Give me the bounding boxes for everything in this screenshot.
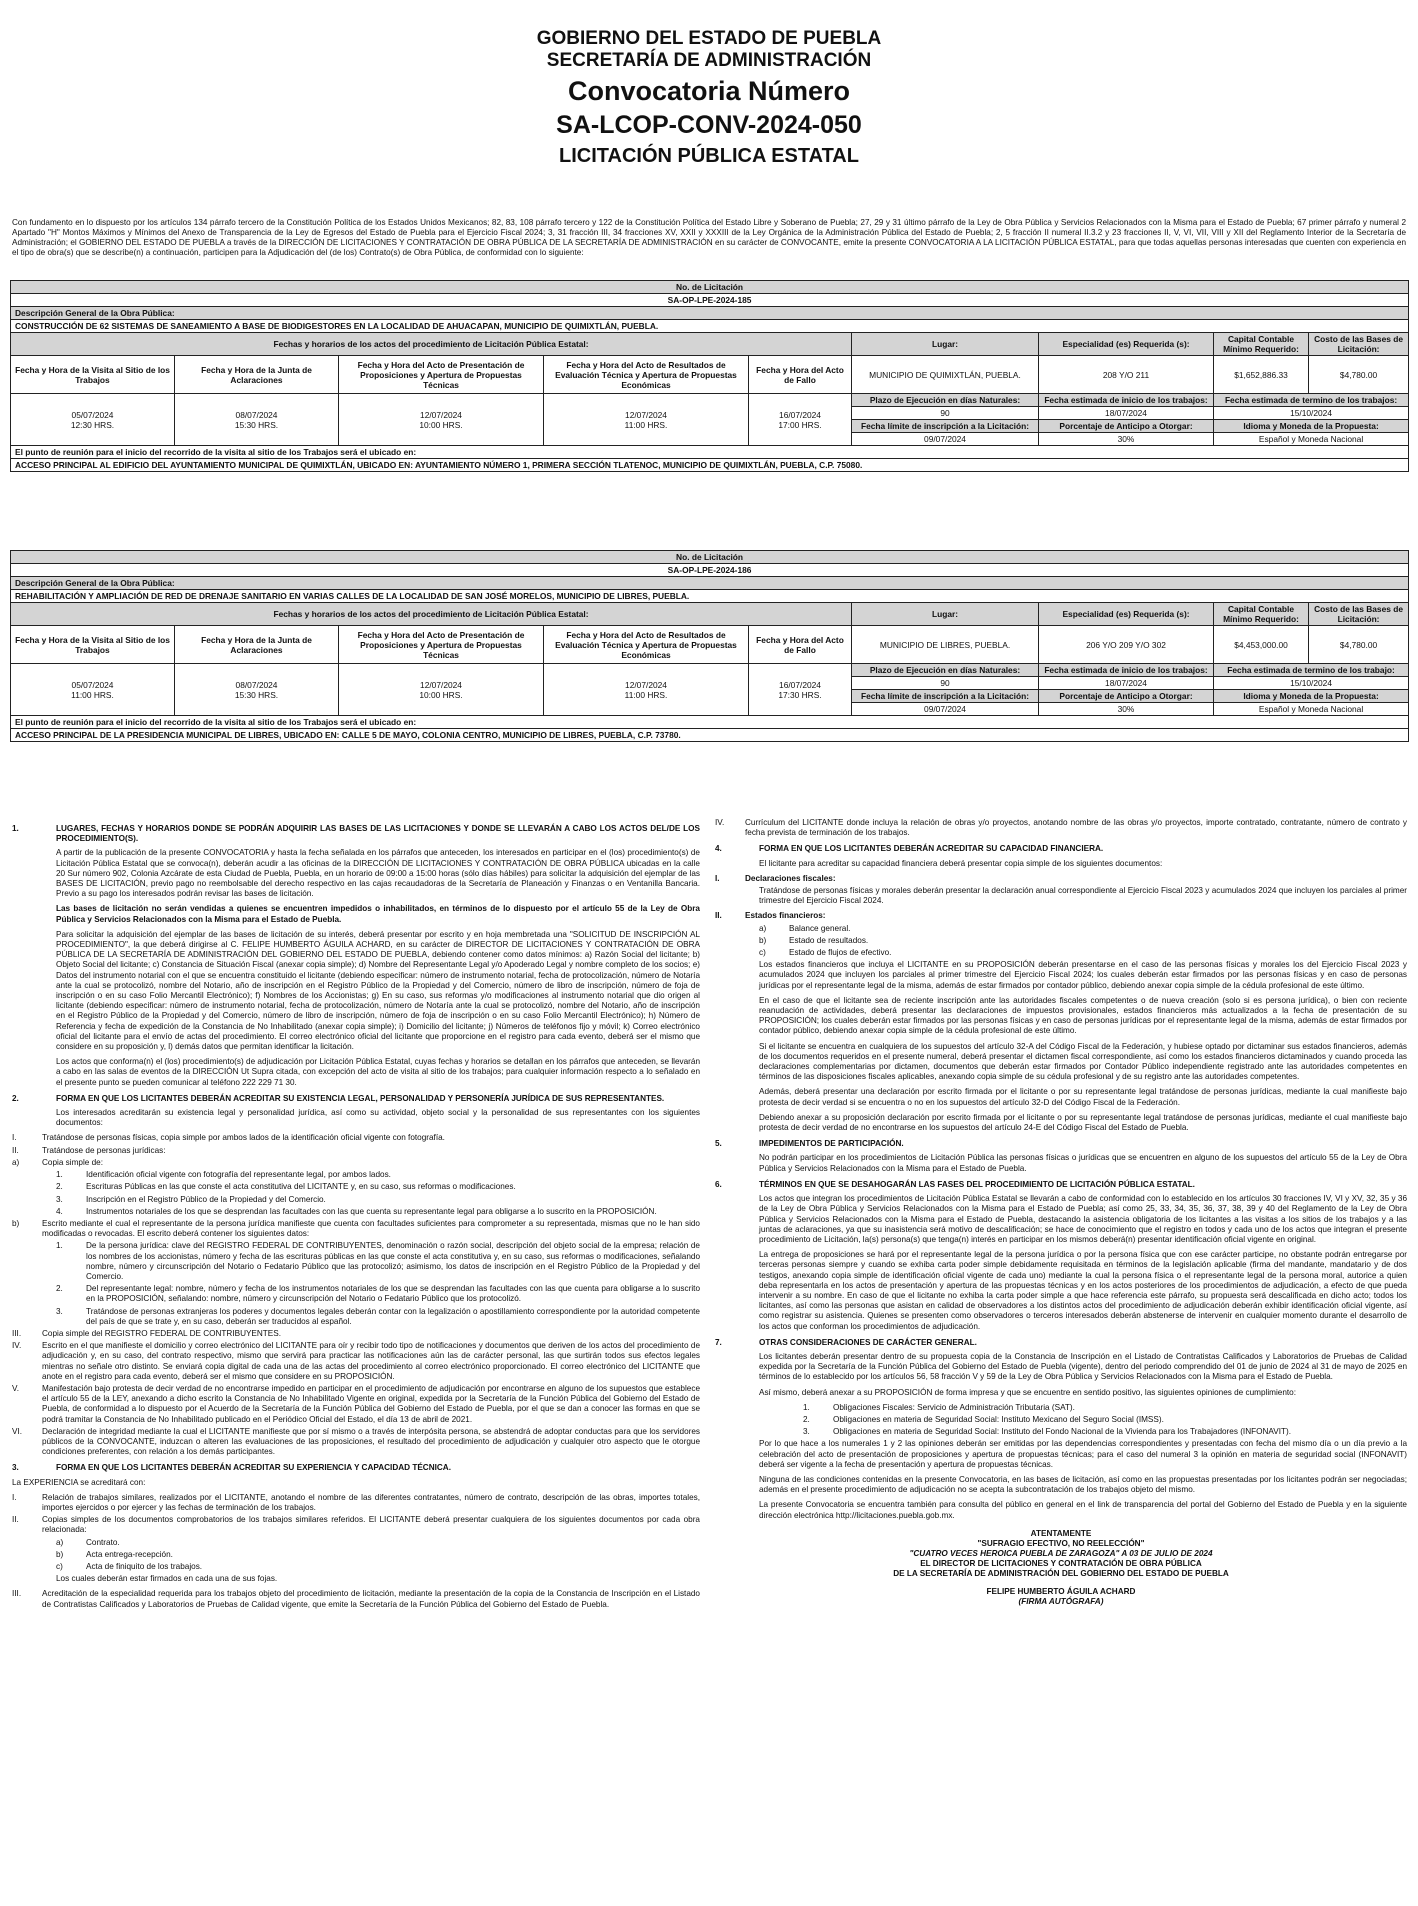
- s7-item: Obligaciones en materia de Seguridad Social: Instituto Mexicano del Seguro Social (IMSS).: [833, 1414, 1164, 1424]
- right-column: IV. Currículum del LICITANTE donde incluya la relación de obras y/o proyectos, anotando nombre de las obras y/o proyectos, importe contratado, contratante, número de contrato y fecha prevista de terminación de los trabajos. 4. FORMA EN QUE LOS LICITANTES DEBERÁN ACREDITAR SU CAPACIDAD FINANCIERA. El licitante para acreditar su capacidad financiera deberá presentar copia simple de los siguientes documentos: I. Declaraciones fiscales: Tratándose de personas físicas y morales deberán presentar la declaración anual correspondiente al Ejercicio Fiscal 2023 y acumulados 2024 que incluyen los parciales al primer trimestre del Ejercicio Fiscal 2024. II. Estados financieros: a) Balance general. b) Estado de resultados. c) Estado de flujos de efectivo. Los estados financieros que incluya el LICITANTE en su PROPOSICIÓN deberán presentarse en el caso de las personas físicas y morales los del Ejercicio Fiscal 2023 y acumulados 2024 que incluyen los parciales al primer trimestre del Ejercicio Fiscal 2024; los cuales deberán estar firmados por las personas físicas y en caso de personas jurídicas por el representante legal de la misma, además de estar firmados por contador público, debiendo anexar copia simple de la cédula profesional de este último. En el caso de que el licitante sea de reciente inscripción ante las autoridades fiscales competentes o de nueva creación (solo si es persona jurídica), o bien con reciente reanudación de actividades, deberá presentar las declaraciones de impuestos provisionales, estados financieros más actualizados a la fecha de presentación de su PROPOSICIÓN; los cuales deberán estar firmados por las personas físicas y en caso de personas jurídicas por el representante legal de la misma, además de estar firmados por contador público, debiendo anexar copia simple de la cédula profesional de este último. Si el licitante se encuentra en cualquiera de los supuestos del artículo 32-A del Código Fiscal de la Federación, y hubiese optado por dictaminar sus estados financieros, además de los documentos requeridos en el presente numeral, deberá presentar el dictamen fiscal correspondiente, así como los estados financieros dictaminados y cuando proceda las declaraciones complementarias por dictamen, documentos que deberán estar firmados por Contador Público independiente registrado ante las autoridades competentes en términos de las disposiciones fiscales aplicables, anexando copia simple de su cédula profesional y de su registro ante las autoridades competentes. Además, deberá presentar una declaración por escrito firmada por el licitante o por su representante legal tratándose de personas jurídicas, mediante la cual manifieste bajo protesta de decir verdad si se encuentra o no en los supuestos del artículo 32-D del Código Fiscal de la Federación. Debiendo anexar a su proposición declaración por escrito firmada por el licitante o por su representante legal tratándose de personas jurídicas, mediante el cual manifieste bajo protesta de decir verdad de no encontrarse en los supuestos del artículo 24-E del Código Fiscal del Estado de Puebla. 5. IMPEDIMENTOS DE PARTICIPACIÓN. No podrán participar en los procedimientos de Licitación Pública las personas físicas o jurídicas que se encuentren en alguno de los supuestos del artículo 55 de la Ley de Obra Pública y Servicios Relacionados con la Misma para el Estado de Puebla. 6. TÉRMINOS EN QUE SE DESAHOGARÁN LAS FASES DEL PROCEDIMIENTO DE LICITACIÓN PÚBLICA ESTATAL. Los actos que integran los procedimientos de Licitación Pública Estatal se llevarán a cabo de conformidad con lo establecido en los artículos 30 fracciones IV, VI y XV, 32, 35 y 36 de la Ley de Obra Pública y Servicios Relacionados con la Misma para el Estado de Puebla; así como 25, 33, 34, 35, 36, 37, 38, 39 y 40 del Reglamento de la Ley de Obra Pública y Servicios Relacionados con la Misma para el Estado de Puebla, destacando la asistencia obligatoria de los licitantes a las visitas a los sitios de los trabajos y a las juntas de aclaraciones, ya que su inasistencia será motivo de descalificación; se hace de conocimiento que el registro en todos y cada uno de los actos que integran el presente procedimiento de Licitación, la(s) persona(s) que tenga(n) interés en participar en los mismos deberá(n) presentar identificación oficial vigente en original. La entrega de proposiciones se hará por el representante legal de la persona jurídica o por la persona física que con ese carácter participe, no obstante podrán entregarse por terceras personas siempre y cuando se exhiba carta poder simple debidamente requisitada en términos de la legislación aplicable (firma del mandante, mandatario y de dos testigos, anexando copia simple de identificación oficial vigente de cada uno) mediante la cual la persona física o el representante legal de la persona moral, autorice a quien deba representarla en los actos de presentación y apertura de las propuestas técnicas y en los actos posteriores de los procedimientos de adjudicación, a efecto de que pueda intervenir a su nombre. En caso de que el licitante no exhiba la carta poder simple a que hace referencia este párrafo, su propuesta será descalificada en dicho acto; todos los licitantes, así como las personas que asistan en calidad de observadores a los distintos actos del procedimiento de adjudicación deberán exhibir identificación oficial vigente, así como registrar su asistencia. Quienes se presenten como observadores o terceros interesados deberán abstenerse de intervenir en cualquier momento durante el desarrollo de los actos que conforman los procedimientos de adjudicación. 7. OTRAS CONSIDERACIONES DE CARÁCTER GENERAL. Los licitantes deberán presentar dentro de su propuesta copia de la Constancia de Inscripción en el Listado de Contratistas Calificados y Laboratorios de Pruebas de Calidad expedida por la Secretaría de la Función Pública del Gobierno del Estado de Puebla (vigente), dentro del periodo comprendido del 01 de junio de 2024 al 31 de mayo de 2025 en términos de lo establecido por los artículos 56, 58 fracción V y 59 de la Ley de Obra Pública y Servicios Relacionados con la Misma para el Estado de Puebla. Así mismo, deberá anexar a su PROPOSICIÓN de forma impresa y que se encuentre en sentido positivo, las siguientes opiniones de cumplimiento: 1. Obligaciones Fiscales: Servicio de Administración Tributaria (SAT). 2. Obligaciones en materia de Seguridad Social: Instituto Mexicano del Seguro Social (IMSS). 3. Obligaciones en materia de Seguridad Social: Instituto del Fondo Nacional de la Vivienda para los Trabajadores (INFONAVIT). Por lo que hace a los numerales 1 y 2 las opiniones deberán ser emitidas por las dependencias correspondientes y presentadas con fecha del mismo día o un día previo a la celebración del acto de presentación de proposiciones y apertura de propuestas técnicas; para el caso del numeral 3 la opinión en materia de seguridad social (INFONAVIT) deberá ser vigente a la fecha de presentación y apertura de propuestas técnicas. Ninguna de las condiciones contenidas en la presente Convocatoria, en las bases de licitación, así como en las propuestas presentadas por los licitantes podrán ser negociadas; además en el presente procedimiento de adjudicación no se acepta la subcontratación de los trabajos objeto del mismo. La presente Convocatoria se encuentra también para consulta del público en general en el link de transparencia del portal del Gobierno del Estado de Puebla y en la siguiente dirección electrónica http://licitaciones.puebla.gob.mx. ATENTAMENTE "SUFRAGIO EFECTIVO, NO REELECCIÓN" "CUATRO VECES HEROICA PUEBLA DE ZARAGOZA" A 03 DE JULIO DE 2024 EL DIRECTOR DE LICITACIONES Y CONTRATACIÓN DE OBRA PÚBLICA DE LA SECRETARÍA DE ADMINISTRACIÓN DEL GOBIERNO DEL ESTADO DE PUEBLA FELIPE HUMBERTO ÁGUILA ACHARD (FIRMA AUTÓGRAFA): [715, 818, 1407, 1606]
- s2-item: Escrito mediante el cual el representante de la persona jurídica manifieste que cuenta con facultades suficientes para comprometer a su representada, mismas que no le han sido modificadas o revocadas. El escrito deberá contener los siguientes datos:: [42, 1218, 700, 1239]
- s3-paragraph: La EXPERIENCIA se acreditará con:: [12, 1477, 146, 1487]
- descripcion-value: CONSTRUCCIÓN DE 62 SISTEMAS DE SANEAMIENTO A BASE DE BIODIGESTORES EN LA LOCALIDAD DE AHUACAPAN, MUNICIPIO DE QUIMIXTLÁN, PUEBLA.: [11, 320, 1409, 333]
- capital-label: Capital Contable Mínimo Requerido:: [1214, 333, 1309, 356]
- termino-label: Fecha estimada de termino de los trabajos:: [1214, 394, 1409, 407]
- document-header: [0, 28, 1418, 168]
- s2-item: Escrito en el que manifieste el domicilio y correo electrónico del LICITANTE para oír y recibir todo tipo de notificaciones y documentos que deriven de los actos del procedimiento de adjudicación y, en su caso, del contrato respectivo, mismo que servirá para practicar las notificaciones aún las de carácter personal, las que surtirán todos sus efectos legales mientras no señale otro distinto. Se enviará copia digital de cada una de las actas del procedimiento al correo electrónico proporcionado. El correo electrónico del LICITANTE que anote en el registro para cada evento, deberá ser el mismo que considere en su PROPOSICIÓN.: [42, 1341, 700, 1381]
- junta-label: Fecha y Hora de la Junta de Aclaraciones: [175, 356, 339, 394]
- s3-item: Acreditación de la especialidad requerida para los trabajos objeto del procedimiento de licitación, mediante la presentación de la copia de la Constancia de Inscripción en el Listado de Contratistas Calificados y Laboratorios de Pruebas de Calidad vigente, que emite la Secretaría de la Función Pública del Gobierno del Estado de Puebla.: [42, 1589, 700, 1609]
- idioma-value: Español y Moneda Nacional: [1214, 433, 1409, 446]
- s3-item: Currículum del LICITANTE donde incluya la relación de obras y/o proyectos, anotando nombre de las obras y/o proyectos, importe contratado, contratante, número de contrato y fecha prevista de terminación de los trabajos.: [745, 818, 1407, 838]
- sign-line: "CUATRO VECES HEROICA PUEBLA DE ZARAGOZA" A 03 DE JULIO DE 2024: [909, 1548, 1213, 1558]
- plazo-label: Plazo de Ejecución en días Naturales:: [852, 664, 1039, 677]
- sign-line: ATENTAMENTE: [1030, 1528, 1092, 1538]
- lugar-label: Lugar:: [852, 603, 1039, 626]
- s2-item: Tratándose de personas jurídicas:: [42, 1145, 166, 1155]
- especialidad-value: 206 Y/O 209 Y/O 302: [1039, 626, 1214, 664]
- inicio-label: Fecha estimada de inicio de los trabajos:: [1039, 664, 1214, 677]
- s2-subitem: Tratándose de personas extranjeras los poderes y documentos legales deberán contar con la legalización o apostillamiento correspondiente por la autoridad competente del país de que se trate y, en su caso, deberán ser traducidos al español.: [86, 1306, 700, 1326]
- capital-value: $1,652,886.33: [1214, 356, 1309, 394]
- s4-paragraph: Si el licitante se encuentra en cualquiera de los supuestos del artículo 32-A del Código Fiscal de la Federación, y hubiese optado por dictaminar sus estados financieros, además de los documentos requeridos en el presente numeral, deberá presentar el dictamen fiscal correspondiente, así como los estados financieros dictaminados y cuando proceda las declaraciones complementarias por dictamen, documentos que deberán estar firmados por Contador Público independiente registrado ante las autoridades competentes en términos de las disposiciones fiscales aplicables, anexando copia simple de su cédula profesional y de su registro ante las autoridades competentes.: [759, 1041, 1407, 1082]
- s3-item: Relación de trabajos similares, realizados por el LICITANTE, anotando el nombre de las diferentes contratantes, número de contrato, descripción de las obras, importes totales, importes ejercidos o por ejercer y las fechas de terminación de los trabajos.: [42, 1492, 700, 1512]
- signer-name: FELIPE HUMBERTO ÁGUILA ACHARD: [986, 1586, 1136, 1596]
- header-number: SA-LCOP-CONV-2024-050: [556, 110, 862, 139]
- s4-item: Declaraciones fiscales:: [745, 873, 836, 883]
- limite-label: Fecha límite de inscripción a la Licitación:: [852, 420, 1039, 433]
- s3-paragraph: Los cuales deberán estar firmados en cada una de sus fojas.: [56, 1574, 278, 1584]
- fallo-value: 16/07/2024 17:00 HRS.: [749, 394, 852, 446]
- lugar-value: MUNICIPIO DE LIBRES, PUEBLA.: [852, 626, 1039, 664]
- s2-item: Copia simple de:: [42, 1157, 103, 1167]
- anticipo-label: Porcentaje de Anticipo a Otorgar:: [1039, 690, 1214, 703]
- idioma-value: Español y Moneda Nacional: [1214, 703, 1409, 716]
- especialidad-value: 208 Y/O 211: [1039, 356, 1214, 394]
- s2-subitem: Del representante legal: nombre, número y fecha de los instrumentos notariales de los que se desprendan las facultades con las que cuenta para obligarse a lo suscrito en la PROPOSICIÓN, señalando: nombre, número y circunscripción del Notario o Fedatario Público que los protocolizó.: [86, 1284, 700, 1304]
- fallo-label: Fecha y Hora del Acto de Fallo: [749, 356, 852, 394]
- reunion-label: El punto de reunión para el inicio del recorrido de la visita al sitio de los Trabajos será el ubicado en:: [11, 716, 1409, 729]
- sign-line: "SUFRAGIO EFECTIVO, NO REELECCIÓN": [977, 1538, 1145, 1548]
- termino-value: 15/10/2024: [1214, 677, 1409, 690]
- anticipo-label: Porcentaje de Anticipo a Otorgar:: [1039, 420, 1214, 433]
- fallo-label: Fecha y Hora del Acto de Fallo: [749, 626, 852, 664]
- costo-value: $4,780.00: [1309, 626, 1409, 664]
- idioma-label: Idioma y Moneda de la Propuesta:: [1214, 420, 1409, 433]
- s3-subitem: Acta entrega-recepción.: [86, 1549, 173, 1559]
- junta-value: 08/07/2024 15:30 HRS.: [175, 664, 339, 716]
- s7-paragraph: Los licitantes deberán presentar dentro de su propuesta copia de la Constancia de Inscripción en el Listado de Contratistas Calificados y Laboratorios de Pruebas de Calidad expedida por la Secretaría de la Función Pública del Gobierno del Estado de Puebla (vigente), dentro del periodo comprendido del 01 de junio de 2024 al 31 de mayo de 2025 en términos de lo establecido por los artículos 56, 58 fracción V y 59 de la Ley de Obra Pública y Servicios Relacionados con la Misma para el Estado de Puebla.: [759, 1351, 1407, 1382]
- section-5-title: 5. IMPEDIMENTOS DE PARTICIPACIÓN.: [715, 1139, 904, 1149]
- costo-label: Costo de las Bases de Licitación:: [1309, 603, 1409, 626]
- junta-value: 08/07/2024 15:30 HRS.: [175, 394, 339, 446]
- plazo-value: 90: [852, 677, 1039, 690]
- termino-label: Fecha estimada de termino de los trabajo:: [1214, 664, 1409, 677]
- apertura-value: 12/07/2024 10:00 HRS.: [339, 394, 544, 446]
- inicio-value: 18/07/2024: [1039, 677, 1214, 690]
- plazo-value: 90: [852, 407, 1039, 420]
- lugar-value: MUNICIPIO DE QUIMIXTLÁN, PUEBLA.: [852, 356, 1039, 394]
- limite-value: 09/07/2024: [852, 703, 1039, 716]
- resultados-label: Fecha y Hora del Acto de Resultados de Evaluación Técnica y Apertura de Propuestas Económicas: [544, 356, 749, 394]
- header-secretariat: SECRETARÍA DE ADMINISTRACIÓN: [546, 49, 872, 71]
- licitacion-table: [10, 550, 1409, 742]
- s7-paragraph: Ninguna de las condiciones contenidas en la presente Convocatoria, en las bases de licitación, así como en las propuestas presentadas por los licitantes podrán ser negociadas; además en el presente procedimiento de adjudicación no se acepta la subcontratación de los trabajos objeto del mismo.: [759, 1474, 1407, 1495]
- header-convocatoria: Convocatoria Número: [567, 75, 851, 106]
- visita-label: Fecha y Hora de la Visita al Sitio de los Trabajos: [11, 356, 175, 394]
- no-licitacion-value: SA-OP-LPE-2024-186: [11, 564, 1409, 577]
- section-6-title: 6. TÉRMINOS EN QUE SE DESAHOGARÁN LAS FASES DEL PROCEDIMIENTO DE LICITACIÓN PÚBLICA ESTATAL.: [715, 1179, 1195, 1189]
- capital-label: Capital Contable Mínimo Requerido:: [1214, 603, 1309, 626]
- s6-paragraph: Los actos que integran los procedimientos de Licitación Pública Estatal se llevarán a cabo de conformidad con lo establecido en los artículos 30 fracciones IV, VI y XV, 32, 35 y 36 de la Ley de Obra Pública y Servicios Relacionados con la Misma para el Estado de Puebla; así como 25, 33, 34, 35, 36, 37, 38, 39 y 40 del Reglamento de la Ley de Obra Pública y Servicios Relacionados con la Misma para el Estado de Puebla, destacando la asistencia obligatoria de los licitantes a las visitas a los sitios de los trabajos y a las juntas de aclaraciones, ya que su inasistencia será motivo de descalificación; se hace de conocimiento que el registro en todos y cada uno de los actos que integran el presente procedimiento de Licitación, la(s) persona(s) que tenga(n) interés en participar en los mismos deberá(n) presentar identificación oficial vigente en original.: [759, 1194, 1407, 1244]
- descripcion-label: Descripción General de la Obra Pública:: [11, 577, 1409, 590]
- s4-paragraph: Debiendo anexar a su proposición declaración por escrito firmada por el licitante o por su representante legal tratándose de personas jurídicas, mediante el cual manifieste bajo protesta de decir verdad de no encontrarse en los supuestos del artículo 24-E del Código Fiscal del Estado de Puebla.: [759, 1112, 1407, 1133]
- s7-paragraph: Así mismo, deberá anexar a su PROPOSICIÓN de forma impresa y que se encuentre en sentido positivo, las siguientes opiniones de cumplimiento:: [759, 1387, 1297, 1397]
- s4-subitem: Balance general.: [789, 923, 851, 933]
- limite-label: Fecha límite de inscripción a la Licitación:: [852, 690, 1039, 703]
- costo-value: $4,780.00: [1309, 356, 1409, 394]
- signer-note: (FIRMA AUTÓGRAFA): [1018, 1596, 1104, 1606]
- descripcion-label: Descripción General de la Obra Pública:: [11, 307, 1409, 320]
- especialidad-label: Especialidad (es) Requerida (s):: [1039, 333, 1214, 356]
- s7-paragraph: La presente Convocatoria se encuentra también para consulta del público en general en el link de transparencia del portal del Gobierno del Estado de Puebla y en la siguiente dirección electrónica http://licitaciones.puebla.gob.mx.: [759, 1500, 1407, 1520]
- s2-subitem: Instrumentos notariales de los que se desprendan las facultades con las que cuenta su representante legal para obligarse a lo suscrito en la PROPOSICIÓN.: [86, 1206, 657, 1216]
- s3-subitem: Acta de finiquito de los trabajos.: [86, 1562, 203, 1571]
- capital-value: $4,453,000.00: [1214, 626, 1309, 664]
- s4-subitem: Estado de flujos de efectivo.: [789, 948, 892, 958]
- s2-item: Tratándose de personas físicas, copia simple por ambos lados de la identificación oficial vigente con fotografía.: [42, 1133, 445, 1143]
- resultados-value: 12/07/2024 11:00 HRS.: [544, 394, 749, 446]
- licitacion-table: [10, 280, 1409, 472]
- reunion-label: El punto de reunión para el inicio del recorrido de la visita al sitio de los Trabajos será el ubicado en:: [11, 446, 1409, 459]
- s1-paragraph: Las bases de licitación no serán vendidas a quienes se encuentren impedidos o inhabilitados, en términos de lo dispuesto por el artículo 55 de la Ley de Obra Pública y Servicios Relacionados con la Misma para el Estado de Puebla.: [56, 904, 700, 924]
- visita-value: 05/07/2024 11:00 HRS.: [11, 664, 175, 716]
- sign-line: DE LA SECRETARÍA DE ADMINISTRACIÓN DEL GOBIERNO DEL ESTADO DE PUEBLA: [893, 1568, 1229, 1578]
- anticipo-value: 30%: [1039, 433, 1214, 446]
- reunion-value: ACCESO PRINCIPAL DE LA PRESIDENCIA MUNICIPAL DE LIBRES, UBICADO EN: CALLE 5 DE MAYO, COLONIA CENTRO, MUNICIPIO DE LIBRES, PUEBLA, C.P. 73780.: [11, 729, 1409, 742]
- costo-label: Costo de las Bases de Licitación:: [1309, 333, 1409, 356]
- s7-item: Obligaciones Fiscales: Servicio de Administración Tributaria (SAT).: [833, 1402, 1075, 1412]
- section-7-title: 7. OTRAS CONSIDERACIONES DE CARÁCTER GENERAL.: [715, 1337, 977, 1347]
- s4-paragraph: Los estados financieros que incluya el LICITANTE en su PROPOSICIÓN deberán presentarse en el caso de las personas físicas y morales los del Ejercicio Fiscal 2023 y acumulados 2024 que incluyen los parciales al primer trimestre del Ejercicio Fiscal 2024; los cuales deberán estar firmados por las personas físicas y en caso de personas jurídicas por el representante legal de la misma, además de estar firmados por contador público, debiendo anexar copia simple de la cédula profesional de este último.: [759, 960, 1407, 990]
- fechas-label: Fechas y horarios de los actos del procedimiento de Licitación Pública Estatal:: [11, 333, 852, 356]
- limite-value: 09/07/2024: [852, 433, 1039, 446]
- fallo-value: 16/07/2024 17:30 HRS.: [749, 664, 852, 716]
- section-2-title: 2. FORMA EN QUE LOS LICITANTES DEBERÁN ACREDITAR SU EXISTENCIA LEGAL, PERSONALIDAD Y PERSONERÍA JURÍDICA DE SUS REPRESENTANTES.: [12, 1093, 665, 1103]
- s2-subitem: Inscripción en el Registro Público de la Propiedad y del Comercio.: [86, 1194, 326, 1204]
- especialidad-label: Especialidad (es) Requerida (s):: [1039, 603, 1214, 626]
- visita-value: 05/07/2024 12:30 HRS.: [11, 394, 175, 446]
- s4-paragraph: El licitante para acreditar su capacidad financiera deberá presentar copia simple de los siguientes documentos:: [759, 858, 1163, 868]
- header-type: LICITACIÓN PÚBLICA ESTATAL: [559, 145, 859, 168]
- s1-paragraph: Los actos que conforma(n) el (los) procedimiento(s) de adjudicación por Licitación Pública Estatal, cuyas fechas y horarios se detallan en los párrafos que anteceden, se llevarán a cabo en las salas de eventos de la DIRECCIÓN Ut Supra citada, con excepción del acto de visita al sitio de los trabajos; para cualquier información respecto a lo señalado en el presente punto se pueden comunicar al teléfono 222 229 71 30.: [56, 1057, 700, 1087]
- s4-paragraph: Tratándose de personas físicas y morales deberán presentar la declaración anual correspondiente al Ejercicio Fiscal 2023 y acumulados 2024 que incluyen los parciales al primer trimestre del Ejercicio Fiscal 2024.: [759, 886, 1407, 906]
- idioma-label: Idioma y Moneda de la Propuesta:: [1214, 690, 1409, 703]
- plazo-label: Plazo de Ejecución en días Naturales:: [852, 394, 1039, 407]
- s2-item: Copia simple del REGISTRO FEDERAL DE CONTRIBUYENTES.: [42, 1328, 282, 1338]
- no-licitacion-label: No. de Licitación: [11, 551, 1409, 564]
- s4-paragraph: En el caso de que el licitante sea de reciente inscripción ante las autoridades fiscales competentes o de nueva creación (solo si es persona jurídica), o bien con reciente reanudación de actividades, deberá presentar las declaraciones de impuestos provisionales, estados financieros más actualizados a la fecha de presentación de su PROPOSICIÓN; los cuales deberán estar firmados por las personas físicas y en caso de personas jurídicas por el representante legal de la misma, además de estar firmados por contador público, debiendo anexar copia simple de la cédula profesional de este último.: [759, 995, 1407, 1036]
- apertura-label: Fecha y Hora del Acto de Presentación de Proposiciones y Apertura de Propuestas Técnicas: [339, 356, 544, 394]
- s4-item: Estados financieros:: [745, 911, 826, 921]
- inicio-label: Fecha estimada de inicio de los trabajos:: [1039, 394, 1214, 407]
- resultados-label: Fecha y Hora del Acto de Resultados de Evaluación Técnica y Apertura de Propuestas Económicas: [544, 626, 749, 664]
- s7-paragraph: Por lo que hace a los numerales 1 y 2 las opiniones deberán ser emitidas por las dependencias correspondientes y presentadas con fecha del mismo día o un día previo a la celebración del acto de presentación de proposiciones y apertura de propuestas técnicas; para el caso del numeral 3 la opinión en materia de seguridad social (INFONAVIT) deberá ser vigente a la fecha de presentación y apertura de propuestas técnicas.: [759, 1439, 1407, 1469]
- inicio-value: 18/07/2024: [1039, 407, 1214, 420]
- termino-value: 15/10/2024: [1214, 407, 1409, 420]
- visita-label: Fecha y Hora de la Visita al Sitio de los Trabajos: [11, 626, 175, 664]
- no-licitacion-value: SA-OP-LPE-2024-185: [11, 294, 1409, 307]
- s2-subitem: Identificación oficial vigente con fotografía del representante legal, por ambos lados.: [86, 1170, 391, 1180]
- descripcion-value: REHABILITACIÓN Y AMPLIACIÓN DE RED DE DRENAJE SANITARIO EN VARIAS CALLES DE LA LOCALIDAD DE SAN JOSÉ MORELOS, MUNICIPIO DE LIBRES, PUEBLA.: [11, 590, 1409, 603]
- anticipo-value: 30%: [1039, 703, 1214, 716]
- fechas-label: Fechas y horarios de los actos del procedimiento de Licitación Pública Estatal:: [11, 603, 852, 626]
- left-column: 1. LUGARES, FECHAS Y HORARIOS DONDE SE PODRÁN ADQUIRIR LAS BASES DE LAS LICITACIONES Y DONDE SE LLEVARÁN A CABO LOS ACTOS DEL/DE LOS PROCEDIMIENTO(S). A partir de la publicación de la presente CONVOCATORIA y hasta la fecha señalada en los párrafos que anteceden, los interesados en participar en el (los) procedimiento(s) de Licitación Pública Estatal que se convoca(n), deberán acudir a las oficinas de la DIRECCIÓN DE LICITACIONES Y CONTRATACIÓN DE OBRA PÚBLICA ubicadas en la calle 20 Sur número 902, Colonia Azcárate de esta Ciudad de Puebla, Puebla, en un horario de 09:00 a 15:00 horas (sólo días hábiles) para solicitar la adquisición del ejemplar de las BASES DE LICITACIÓN, previo pago no reembolsable del derecho respectivo en las cajas recaudadoras de la Secretaría de Planeación y Finanzas o en Ventanilla Bancaria. Previo a su pago los interesados podrán revisar las bases de licitación. Las bases de licitación no serán vendidas a quienes se encuentren impedidos o inhabilitados, en términos de lo dispuesto por el artículo 55 de la Ley de Obra Pública y Servicios Relacionados con la Misma para el Estado de Puebla. Para solicitar la adquisición del ejemplar de las bases de licitación de su interés, deberá presentar por escrito y en hoja membretada una "SOLICITUD DE INSCRIPCIÓN AL PROCEDIMIENTO", la que deberá dirigirse al C. FELIPE HUMBERTO ÁGUILA ACHARD, en su carácter de DIRECTOR DE LICITACIONES Y CONTRATACIÓN DE OBRA PÚBLICA DE LA SECRETARÍA DE ADMINISTRACIÓN DEL GOBIERNO DEL ESTADO DE PUEBLA, debiendo contener como datos mínimos: a) Razón Social del licitante; b) Objeto Social del licitante; c) Constancia de Situación Fiscal (anexar copia simple); d) Nombre del Representante Legal y/o Apoderado Legal y nombre completo de los socios; e) Datos del instrumento notarial con el que se encuentra constituido el licitante (debiendo especificar: número de instrumento notarial, fecha de protocolización, número de Notaría ante la cual se protocolizó, nombre del Notario, año de inscripción en el Registro Público de la Propiedad y del Comercio, número de libro de inscripción, número de foja de inscripción o en su caso Folio Mercantil Electrónico); f) Nombres de los Accionistas; g) En su caso, sus reformas y/o modificaciones al instrumento notarial que dio origen al licitante (debiendo especificar: número de instrumento notarial, fecha de protocolización, número de Notaría ante la cual se protocolizó, nombre del Notario, año de inscripción en el Registro Público de la Propiedad y del Comercio, número de libro de inscripción, número de foja de inscripción o en su caso Folio Mercantil Electrónico); h) Número de Referencia y fecha de expedición de la Constancia de No Inhabilitado (anexar copia simple); i) Domicilio del licitante; j) Números de teléfonos fijo y móvil; k) Correo electrónico oficial del licitante para el envío de actas del procedimiento. El correo electrónico oficial del licitante que proporcione en el registro para cada evento, deberá ser el mismo que considere en su proposición y, l) demás datos que permitan identificar la licitación. Los actos que conforma(n) el (los) procedimiento(s) de adjudicación por Licitación Pública Estatal, cuyas fechas y horarios se detallan en los párrafos que anteceden, se llevarán a cabo en las salas de eventos de la DIRECCIÓN Ut Supra citada, con excepción del acto de visita al sitio de los trabajos; para cualquier información respecto a lo señalado en el presente punto se pueden comunicar al teléfono 222 229 71 30. 2. FORMA EN QUE LOS LICITANTES DEBERÁN ACREDITAR SU EXISTENCIA LEGAL, PERSONALIDAD Y PERSONERÍA JURÍDICA DE SUS REPRESENTANTES. Los interesados acreditarán su existencia legal y personalidad jurídica, así como su actividad, objeto social y la personalidad de sus representantes con los siguientes documentos: I. Tratándose de personas físicas, copia simple por ambos lados de la identificación oficial vigente con fotografía. II. Tratándose de personas jurídicas: a) Copia simple de: 1. Identificación oficial vigente con fotografía del representante legal, por ambos lados. 2. Escrituras Públicas en las que conste el acta constitutiva del LICITANTE y, en su caso, sus reformas o modificaciones. 3. Inscripción en el Registro Público de la Propiedad y del Comercio. 4. Instrumentos notariales de los que se desprendan las facultades con las que cuenta su representante legal para obligarse a lo suscrito en la PROPOSICIÓN. b) Escrito mediante el cual el representante de la persona jurídica manifieste que cuenta con facultades suficientes para comprometer a su representada, mismas que no le han sido modificadas o revocadas. El escrito deberá contener los siguientes datos: 1. De la persona jurídica: clave del REGISTRO FEDERAL DE CONTRIBUYENTES, denominación o razón social, descripción del objeto social de la empresa; relación de los nombres de los accionistas, número y fecha de las escrituras públicas en las que conste el acta constitutiva y, en su caso, sus reformas o modificaciones, señalando nombre, número y circunscripción del Notario o Fedatario Público que las protocolizó; asimismo, los datos de inscripción en el Registro Público de la Propiedad y del Comercio. 2. Del representante legal: nombre, número y fecha de los instrumentos notariales de los que se desprendan las facultades con las que cuenta para obligarse a lo suscrito en la PROPOSICIÓN, señalando: nombre, número y circunscripción del Notario o Fedatario Público que los protocolizó. 3. Tratándose de personas extranjeras los poderes y documentos legales deberán contar con la legalización o apostillamiento correspondiente por la autoridad competente del país de que se trate y, en su caso, deberán ser traducidos al español. III. Copia simple del REGISTRO FEDERAL DE CONTRIBUYENTES. IV. Escrito en el que manifieste el domicilio y correo electrónico del LICITANTE para oír y recibir todo tipo de notificaciones y documentos que deriven de los actos del procedimiento de adjudicación y, en su caso, del contrato respectivo, mismo que servirá para practicar las notificaciones aún las de carácter personal, las que surtirán todos sus efectos legales mientras no señale otro distinto. Se enviará copia digital de cada una de las actas del procedimiento al correo electrónico proporcionado. El correo electrónico del LICITANTE que anote en el registro para cada evento, deberá ser el mismo que considere en su PROPOSICIÓN. V. Manifestación bajo protesta de decir verdad de no encontrarse impedido en participar en el procedimiento de adjudicación por encontrarse en alguno de los supuestos que establece el artículo 55 de la LEY, anexando a dicho escrito la Constancia de No Inhabilitado Vigente en original, expedida por la Secretaría de la Función Pública del Gobierno del Estado de Puebla, de conformidad a lo dispuesto por el Acuerdo de la Secretaría de la Función Pública del Gobierno del Estado de Puebla, por el que se dan a conocer las formas en que se podrá tramitar la Constancia de No Inhabilitado publicado en el Periódico Oficial del Estado, el día 13 de abril de 2021. VI. Declaración de integridad mediante la cual el LICITANTE manifieste que por sí mismo o a través de interpósita persona, se abstendrá de adoptar conductas para que los servidores públicos de la CONVOCANTE, induzcan o alteren las evaluaciones de las proposiciones, el resultado del procedimiento de adjudicación y cualquier otro aspecto que le otorgue condiciones preferentes, con relación a los demás participantes. 3. FORMA EN QUE LOS LICITANTES DEBERÁN ACREDITAR SU EXPERIENCIA Y CAPACIDAD TÉCNICA. La EXPERIENCIA se acreditará con: I. Relación de trabajos similares, realizados por el LICITANTE, anotando el nombre de las diferentes contratantes, número de contrato, descripción de las obras, importes totales, importes ejercidos o por ejercer y las fechas de terminación de los trabajos. II. Copias simples de los documentos comprobatorios de los trabajos similares referidos. El LICITANTE deberá presentar cualquiera de los siguientes documentos por cada obra relacionada: a) Contrato. b) Acta entrega-recepción. c) Acta de finiquito de los trabajos. Los cuales deberán estar firmados en cada una de sus fojas. III. Acreditación de la especialidad requerida para los trabajos objeto del procedimiento de licitación, mediante la presentación de la copia de la Constancia de Inscripción en el Listado de Contratistas Calificados y Laboratorios de Pruebas de Calidad vigente, que emite la Secretaría de la Función Pública del Gobierno del Estado de Puebla.: [12, 824, 700, 1609]
- reunion-value: ACCESO PRINCIPAL AL EDIFICIO DEL AYUNTAMIENTO MUNICIPAL DE QUIMIXTLÁN, UBICADO EN: AYUNTAMIENTO NÚMERO 1, PRIMERA SECCIÓN TLATENOC, MUNICIPIO DE QUIMIXTLÁN, PUEBLA, C.P. 75080.: [11, 459, 1409, 472]
- signature-block: [715, 1529, 1407, 1607]
- s3-subitem: Contrato.: [86, 1537, 120, 1547]
- s2-paragraph: Los interesados acreditarán su existencia legal y personalidad jurídica, así como su actividad, objeto social y la personalidad de sus representantes con los siguientes documentos:: [56, 1108, 700, 1128]
- s7-item: Obligaciones en materia de Seguridad Social: Instituto del Fondo Nacional de la Vivienda para los Trabajadores (INFONAVIT).: [833, 1427, 1291, 1437]
- s3-item: Copias simples de los documentos comprobatorios de los trabajos similares referidos. El LICITANTE deberá presentar cualquiera de los siguientes documentos por cada obra relacionada:: [42, 1515, 700, 1535]
- s4-subitem: Estado de resultados.: [789, 935, 869, 945]
- header-government: GOBIERNO DEL ESTADO DE PUEBLA: [536, 28, 882, 49]
- resultados-value: 12/07/2024 11:00 HRS.: [544, 664, 749, 716]
- s1-paragraph: A partir de la publicación de la presente CONVOCATORIA y hasta la fecha señalada en los párrafos que anteceden, los interesados en participar en el (los) procedimiento(s) de Licitación Pública Estatal que se convoca(n), deberán acudir a las oficinas de la DIRECCIÓN DE LICITACIONES Y CONTRATACIÓN DE OBRA PÚBLICA ubicadas en la calle 20 Sur número 902, Colonia Azcárate de esta Ciudad de Puebla, Puebla, en un horario de 09:00 a 15:00 horas (sólo días hábiles) para solicitar la adquisición del ejemplar de las BASES DE LICITACIÓN, previo pago no reembolsable del derecho respectivo en las cajas recaudadoras de la Secretaría de Planeación y Finanzas o en Ventanilla Bancaria. Previo a su pago los interesados podrán revisar las bases de licitación.: [56, 848, 700, 899]
- section-3-title: 3. FORMA EN QUE LOS LICITANTES DEBERÁN ACREDITAR SU EXPERIENCIA Y CAPACIDAD TÉCNICA.: [12, 1463, 451, 1473]
- s4-paragraph: Además, deberá presentar una declaración por escrito firmada por el licitante o por su representante legal tratándose de personas jurídicas, mediante la cual manifieste bajo protesta de decir verdad si se encuentra o no en los supuestos del artículo 32-D del Código Fiscal de la Federación.: [759, 1087, 1407, 1107]
- lugar-label: Lugar:: [852, 333, 1039, 356]
- no-licitacion-label: No. de Licitación: [11, 281, 1409, 294]
- s2-item: Manifestación bajo protesta de decir verdad de no encontrarse impedido en participar en el procedimiento de adjudicación por encontrarse en alguno de los supuestos que establece el artículo 55 de la LEY, anexando a dicho escrito la Constancia de No Inhabilitado Vigente en original, expedida por la Secretaría de la Función Pública del Gobierno del Estado de Puebla, de conformidad a lo dispuesto por el Acuerdo de la Secretaría de la Función Pública del Gobierno del Estado de Puebla, por el que se dan a conocer las formas en que se podrá tramitar la Constancia de No Inhabilitado publicado en el Periódico Oficial del Estado, el día 13 de abril de 2021.: [42, 1383, 700, 1424]
- intro-paragraph: Con fundamento en lo dispuesto por los artículos 134 párrafo tercero de la Constitución Política de los Estados Unidos Mexicanos; 82, 83, 108 párrafo tercero y 122 de la Constitución Política del Estado Libre y Soberano de Puebla; 27, 29 y 31 último párrafo de la Ley de Obra Pública y Servicios Relacionados con la Misma para el Estado de Puebla; 67 primer párrafo y numeral 2 Apartado "H" Montos Máximos y Mínimos del Anexo de Transparencia de la Ley de Egresos del Estado de Puebla para el Ejercicio Fiscal 2024; 3, 31 fracción III, 34 fracciones XV, XXII y XXXIII de la Ley Orgánica de la Administración Pública del Estado de Puebla; 2, 5 fracción II numeral II.3.2 y 23 fracciones II, V, VI, VII, VIII y XII del Reglamento Interior de la Secretaría de Administración; el GOBIERNO DEL ESTADO DE PUEBLA a través de la DIRECCIÓN DE LICITACIONES Y CONTRATACIÓN DE OBRA PÚBLICA DE LA SECRETARÍA DE ADMINISTRACIÓN en su carácter de CONVOCANTE, emite la presente CONVOCATORIA A LA LICITACIÓN PÚBLICA ESTATAL, para que todas aquellas personas interesadas que cuenten con experiencia en el tipo de obra(s) que se describe(n) a continuación, participen para la Adjudicación del (de los) Contrato(s) de Obra Pública, de conformidad con lo siguiente:: [12, 218, 1406, 257]
- s2-subitem: De la persona jurídica: clave del REGISTRO FEDERAL DE CONTRIBUYENTES, denominación o razón social, descripción del objeto social de la empresa; relación de los nombres de los accionistas, número y fecha de las escrituras públicas en las que conste el acta constitutiva y, en su caso, sus reformas o modificaciones, señalando nombre, número y circunscripción del Notario o Fedatario Público que las protocolizó; asimismo, los datos de inscripción en el Registro Público de la Propiedad y del Comercio.: [86, 1241, 700, 1281]
- apertura-value: 12/07/2024 10:00 HRS.: [339, 664, 544, 716]
- section-1-title: 1. LUGARES, FECHAS Y HORARIOS DONDE SE PODRÁN ADQUIRIR LAS BASES DE LAS LICITACIONES Y DONDE SE LLEVARÁN A CABO LOS ACTOS DEL/DE LOS PROCEDIMIENTO(S).: [12, 824, 700, 844]
- s2-item: Declaración de integridad mediante la cual el LICITANTE manifieste que por sí mismo o a través de interpósita persona, se abstendrá de adoptar conductas para que los servidores públicos de la CONVOCANTE, induzcan o alteren las evaluaciones de las proposiciones, el resultado del procedimiento de adjudicación y cualquier otro aspecto que le otorgue condiciones preferentes, con relación a los demás participantes.: [42, 1426, 700, 1457]
- junta-label: Fecha y Hora de la Junta de Aclaraciones: [175, 626, 339, 664]
- s6-paragraph: La entrega de proposiciones se hará por el representante legal de la persona jurídica o por la persona física que con ese carácter participe, no obstante podrán entregarse por terceras personas siempre y cuando se exhiba carta poder simple debidamente requisitada en términos de la legislación aplicable (firma del mandante, mandatario y de dos testigos, anexando copia simple de identificación oficial vigente de cada uno) mediante la cual la persona física o el representante legal de la persona moral, autorice a quien deba representarla en los actos de presentación y apertura de las propuestas técnicas y en los actos posteriores de los procedimientos de adjudicación, a efecto de que pueda intervenir a su nombre. En caso de que el licitante no exhiba la carta poder simple a que hace referencia este párrafo, su propuesta será descalificada en dicho acto; todos los licitantes, así como las personas que asistan en calidad de observadores a los distintos actos del procedimiento de adjudicación deberán exhibir identificación oficial vigente, así como registrar su asistencia. Quienes se presenten como observadores o terceros interesados deberán abstenerse de intervenir en cualquier momento durante el desarrollo de los actos que conforman los procedimientos de adjudicación.: [759, 1250, 1407, 1331]
- section-4-title: 4. FORMA EN QUE LOS LICITANTES DEBERÁN ACREDITAR SU CAPACIDAD FINANCIERA.: [715, 844, 1104, 854]
- s2-subitem: Escrituras Públicas en las que conste el acta constitutiva del LICITANTE y, en su caso, sus reformas o modificaciones.: [86, 1182, 516, 1192]
- sign-line: EL DIRECTOR DE LICITACIONES Y CONTRATACIÓN DE OBRA PÚBLICA: [920, 1558, 1202, 1568]
- apertura-label: Fecha y Hora del Acto de Presentación de Proposiciones y Apertura de Propuestas Técnicas: [339, 626, 544, 664]
- s1-paragraph: Para solicitar la adquisición del ejemplar de las bases de licitación de su interés, deberá presentar por escrito y en hoja membretada una "SOLICITUD DE INSCRIPCIÓN AL PROCEDIMIENTO", la que deberá dirigirse al C. FELIPE HUMBERTO ÁGUILA ACHARD, en su carácter de DIRECTOR DE LICITACIONES Y CONTRATACIÓN DE OBRA PÚBLICA DE LA SECRETARÍA DE ADMINISTRACIÓN DEL GOBIERNO DEL ESTADO DE PUEBLA, debiendo contener como datos mínimos: a) Razón Social del licitante; b) Objeto Social del licitante; c) Constancia de Situación Fiscal (anexar copia simple); d) Nombre del Representante Legal y/o Apoderado Legal y nombre completo de los socios; e) Datos del instrumento notarial con el que se encuentra constituido el licitante (debiendo especificar: número de instrumento notarial, fecha de protocolización, número de Notaría ante la cual se protocolizó, nombre del Notario, año de inscripción en el Registro Público de la Propiedad y del Comercio, número de libro de inscripción, número de foja de inscripción o en su caso Folio Mercantil Electrónico); f) Nombres de los Accionistas; g) En su caso, sus reformas y/o modificaciones al instrumento notarial que dio origen al licitante (debiendo especificar: número de instrumento notarial, fecha de protocolización, número de Notaría ante la cual se protocolizó, nombre del Notario, año de inscripción en el Registro Público de la Propiedad y del Comercio, número de libro de inscripción, número de foja de inscripción o en su caso Folio Mercantil Electrónico); h) Número de Referencia y fecha de expedición de la Constancia de No Inhabilitado (anexar copia simple); i) Domicilio del licitante; j) Números de teléfonos fijo y móvil; k) Correo electrónico oficial del licitante para el envío de actas del procedimiento. El correo electrónico oficial del licitante que proporcione en el registro para cada evento, deberá ser el mismo que considere en su proposición y, l) demás datos que permitan identificar la licitación.: [56, 929, 700, 1052]
- s5-paragraph: No podrán participar en los procedimientos de Licitación Pública las personas físicas o jurídicas que se encuentren en alguno de los supuestos del artículo 55 de la Ley de Obra Pública y Servicios Relacionados con la Misma para el Estado de Puebla.: [759, 1153, 1407, 1173]
